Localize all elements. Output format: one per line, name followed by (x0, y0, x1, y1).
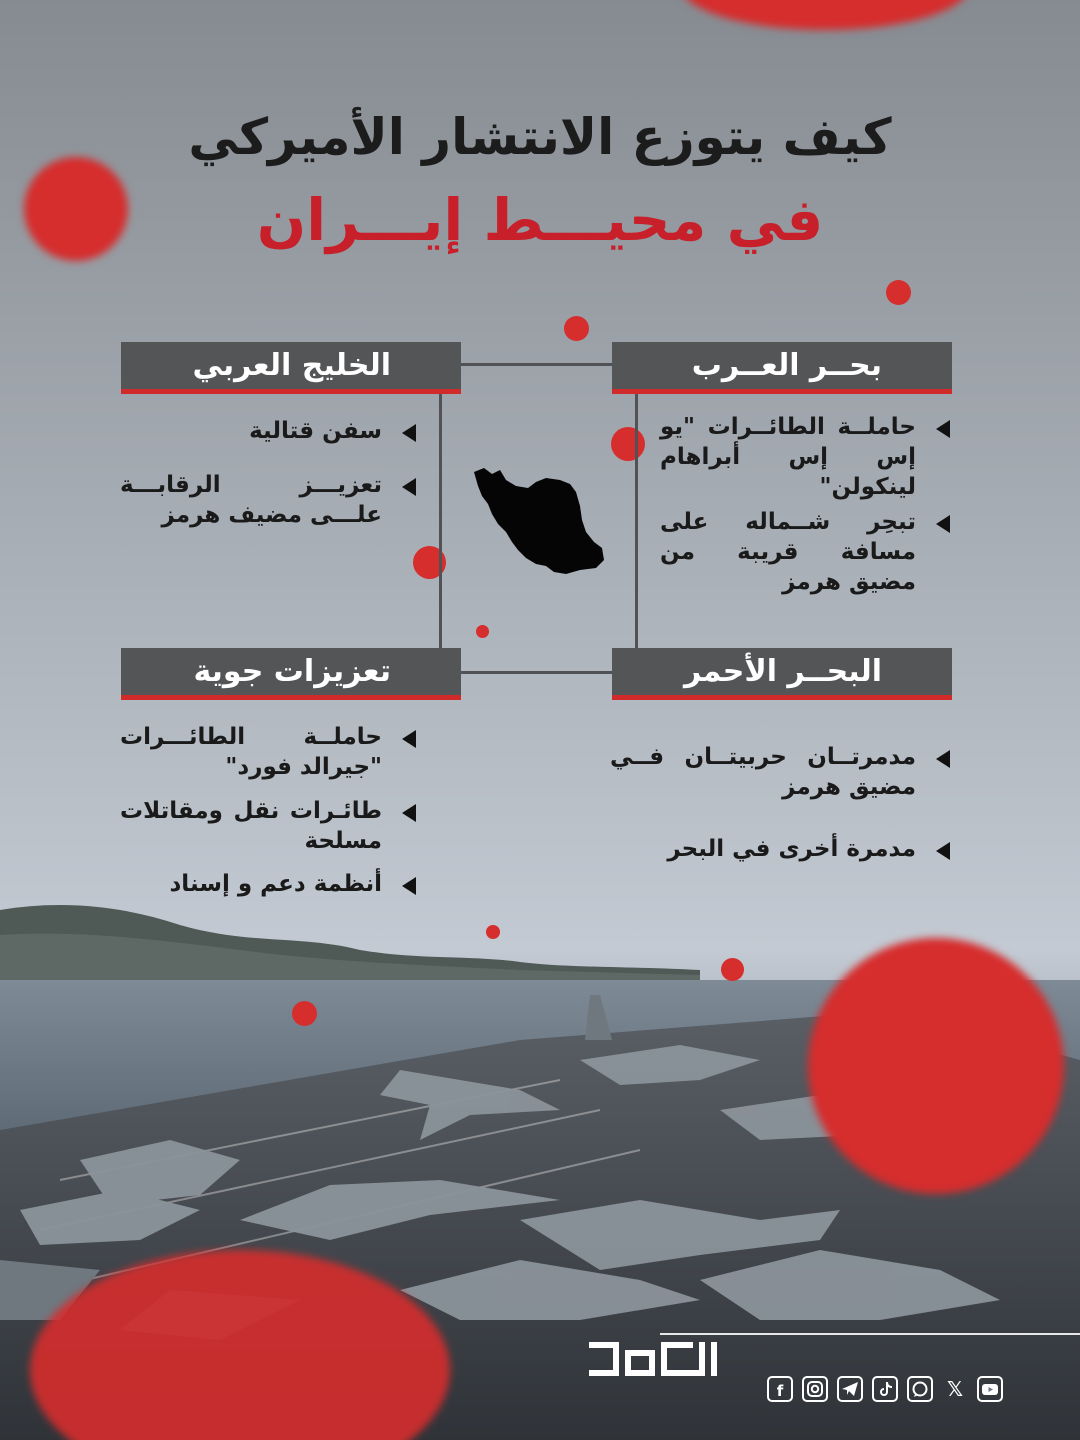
connector-line (635, 393, 638, 648)
bullet-triangle-icon (402, 478, 416, 496)
tiktok-icon[interactable] (872, 1376, 898, 1402)
red-circle-decoration (808, 938, 1064, 1194)
section-header-arabian-gulf: الخليج العربي (121, 342, 461, 394)
list-item: مدمرة أخرى في البحر (610, 834, 916, 864)
red-circle-decoration (292, 1001, 317, 1026)
bullet-triangle-icon (402, 424, 416, 442)
bullet-triangle-icon (936, 420, 950, 438)
telegram-icon[interactable] (837, 1376, 863, 1402)
connector-line (460, 363, 612, 366)
iran-map-icon (470, 462, 610, 582)
list-item: أنظمة دعم و إسناد (120, 869, 382, 899)
section-header-arabian-sea: بحــر العــرب (612, 342, 952, 394)
red-circle-decoration (486, 925, 500, 939)
whatsapp-icon[interactable] (907, 1376, 933, 1402)
facebook-icon[interactable]: f (767, 1376, 793, 1402)
red-circle-decoration (886, 280, 911, 305)
connector-line (439, 393, 442, 648)
red-circle-decoration (564, 316, 589, 341)
connector-line (460, 671, 612, 674)
list-item: مدمرتــان حربيتــان فــي مضيق هرمز (610, 742, 916, 802)
youtube-icon[interactable] (977, 1376, 1003, 1402)
list-item: تبحِر شــماله على مسافة قريبة من مضيق هرمز (660, 507, 916, 597)
red-circle-decoration (611, 427, 645, 461)
bullet-triangle-icon (936, 842, 950, 860)
list-item: حاملــة الطائــرات "يو إس إس أبراهام لينكولن" (660, 412, 916, 502)
bullet-triangle-icon (402, 804, 416, 822)
section-header-red-sea: البحــر الأحمر (612, 648, 952, 700)
list-item: حاملــة الطائـــرات "جيرالد فورد" (120, 722, 382, 782)
list-item: تعزيـــز الرقابـــة علـــى مضيف هرمز (120, 470, 382, 530)
bullet-triangle-icon (936, 750, 950, 768)
list-item: طائـرات نقل ومقاتلات مسلحة (120, 796, 382, 856)
red-circle-decoration (721, 958, 744, 981)
footer-divider (660, 1333, 1080, 1335)
bullet-triangle-icon (936, 515, 950, 533)
brand-logo (585, 1338, 725, 1382)
instagram-icon[interactable] (802, 1376, 828, 1402)
bullet-triangle-icon (402, 877, 416, 895)
page-subtitle: في محيـــط إيـــران (256, 186, 824, 254)
x-icon[interactable]: 𝕏 (946, 1377, 964, 1401)
bullet-triangle-icon (402, 730, 416, 748)
red-circle-decoration (476, 625, 489, 638)
page-title: كيف يتوزع الانتشار الأميركي (188, 108, 892, 166)
list-item: سفن قتالية (120, 416, 382, 446)
section-header-air-reinforcements: تعزيزات جوية (121, 648, 461, 700)
